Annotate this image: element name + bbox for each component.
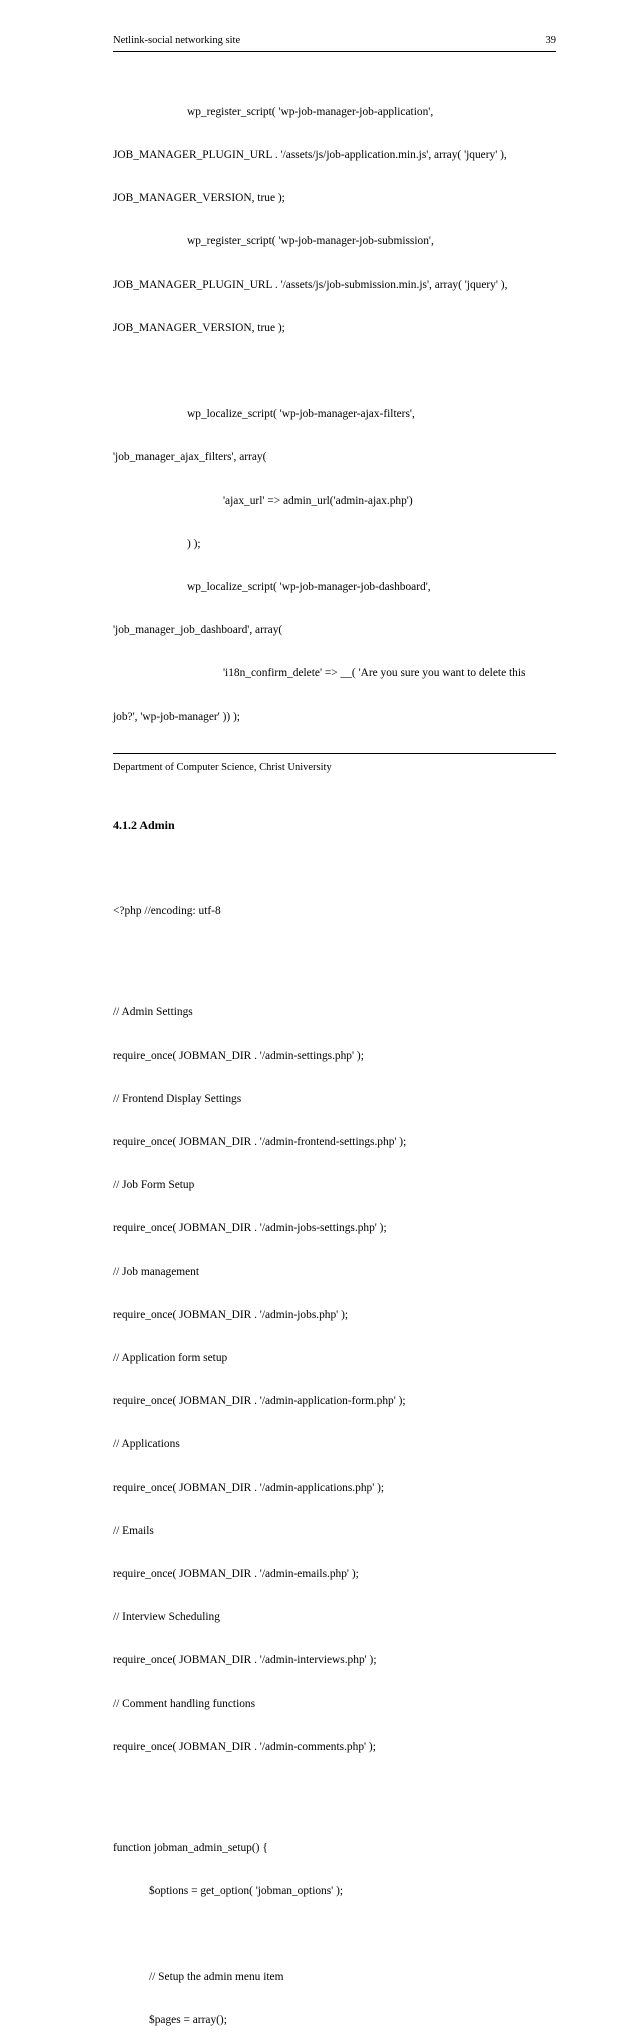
code-line: require_once( JOBMAN_DIR . '/admin-interviews.php' );	[113, 1654, 377, 1667]
code-line: require_once( JOBMAN_DIR . '/admin-settings.php' );	[113, 1049, 364, 1062]
blank-line	[113, 948, 559, 962]
code-line: require_once( JOBMAN_DIR . '/admin-frontend-settings.php' );	[113, 1135, 407, 1148]
header-title: Netlink-social networking site	[113, 35, 241, 46]
code-line: require_once( JOBMAN_DIR . '/admin-emails.php' );	[113, 1567, 359, 1580]
code-line: require_once( JOBMAN_DIR . '/admin-jobs-settings.php' );	[113, 1222, 387, 1235]
code-line: job?', 'wp-job-manager' )) );	[113, 710, 240, 723]
code-line: // Job Form Setup	[113, 1179, 195, 1192]
code-line: wp_localize_script( 'wp-job-manager-ajax-filters',	[187, 408, 415, 421]
code-line: require_once( JOBMAN_DIR . '/admin-comments.php' );	[113, 1740, 376, 1753]
code-line: JOB_MANAGER_PLUGIN_URL . '/assets/js/job-submission.min.js', array( 'jquery' ),	[113, 278, 508, 291]
code-line: 'ajax_url' => admin_url('admin-ajax.php')	[223, 494, 413, 507]
code-line: 'job_manager_ajax_filters', array(	[113, 451, 267, 464]
page-header	[113, 31, 556, 52]
blank-line	[113, 1927, 559, 1941]
code-line: wp_register_script( 'wp-job-manager-job-application',	[187, 105, 434, 118]
code-line: // Applications	[113, 1438, 180, 1451]
code-line: wp_register_script( 'wp-job-manager-job-submission',	[187, 235, 434, 248]
page-number: 39	[545, 35, 556, 46]
code-line: JOB_MANAGER_VERSION, true );	[113, 321, 285, 334]
code-line: // Job management	[113, 1265, 200, 1278]
footer-text: Department of Computer Science, Christ University	[113, 762, 332, 773]
code-line: require_once( JOBMAN_DIR . '/admin-jobs.php' );	[113, 1308, 349, 1321]
code-line: JOB_MANAGER_PLUGIN_URL . '/assets/js/job-application.min.js', array( 'jquery' ),	[113, 149, 507, 162]
page-content	[113, 76, 559, 2042]
code-line: // Emails	[113, 1524, 154, 1537]
code-line: JOB_MANAGER_VERSION, true );	[113, 192, 285, 205]
code-line: require_once( JOBMAN_DIR . '/admin-application-form.php' );	[113, 1395, 406, 1408]
code-line: <?php //encoding: utf-8	[113, 905, 221, 918]
code-line: // Comment handling functions	[113, 1697, 256, 1710]
code-line: $options = get_option( 'jobman_options' );	[149, 1884, 344, 1897]
blank-line	[113, 1797, 559, 1811]
code-line: $pages = array();	[149, 2014, 227, 2027]
code-line: require_once( JOBMAN_DIR . '/admin-applications.php' );	[113, 1481, 385, 1494]
code-line: // Interview Scheduling	[113, 1611, 220, 1624]
code-line: 'i18n_confirm_delete' => __( 'Are you sure you want to delete this	[223, 667, 526, 680]
code-line: function jobman_admin_setup() {	[113, 1841, 268, 1854]
section-heading: 4.1.2 Admin	[113, 818, 175, 833]
page-footer	[113, 753, 556, 773]
code-line: wp_localize_script( 'wp-job-manager-job-dashboard',	[187, 581, 431, 594]
code-line: // Application form setup	[113, 1351, 228, 1364]
code-line: ) );	[187, 537, 201, 550]
blank-line	[113, 364, 559, 378]
code-line: // Frontend Display Settings	[113, 1092, 242, 1105]
code-line: // Admin Settings	[113, 1006, 193, 1019]
code-line: // Setup the admin menu item	[149, 1971, 284, 1984]
blank-line	[113, 861, 559, 875]
code-line: 'job_manager_job_dashboard', array(	[113, 624, 283, 637]
